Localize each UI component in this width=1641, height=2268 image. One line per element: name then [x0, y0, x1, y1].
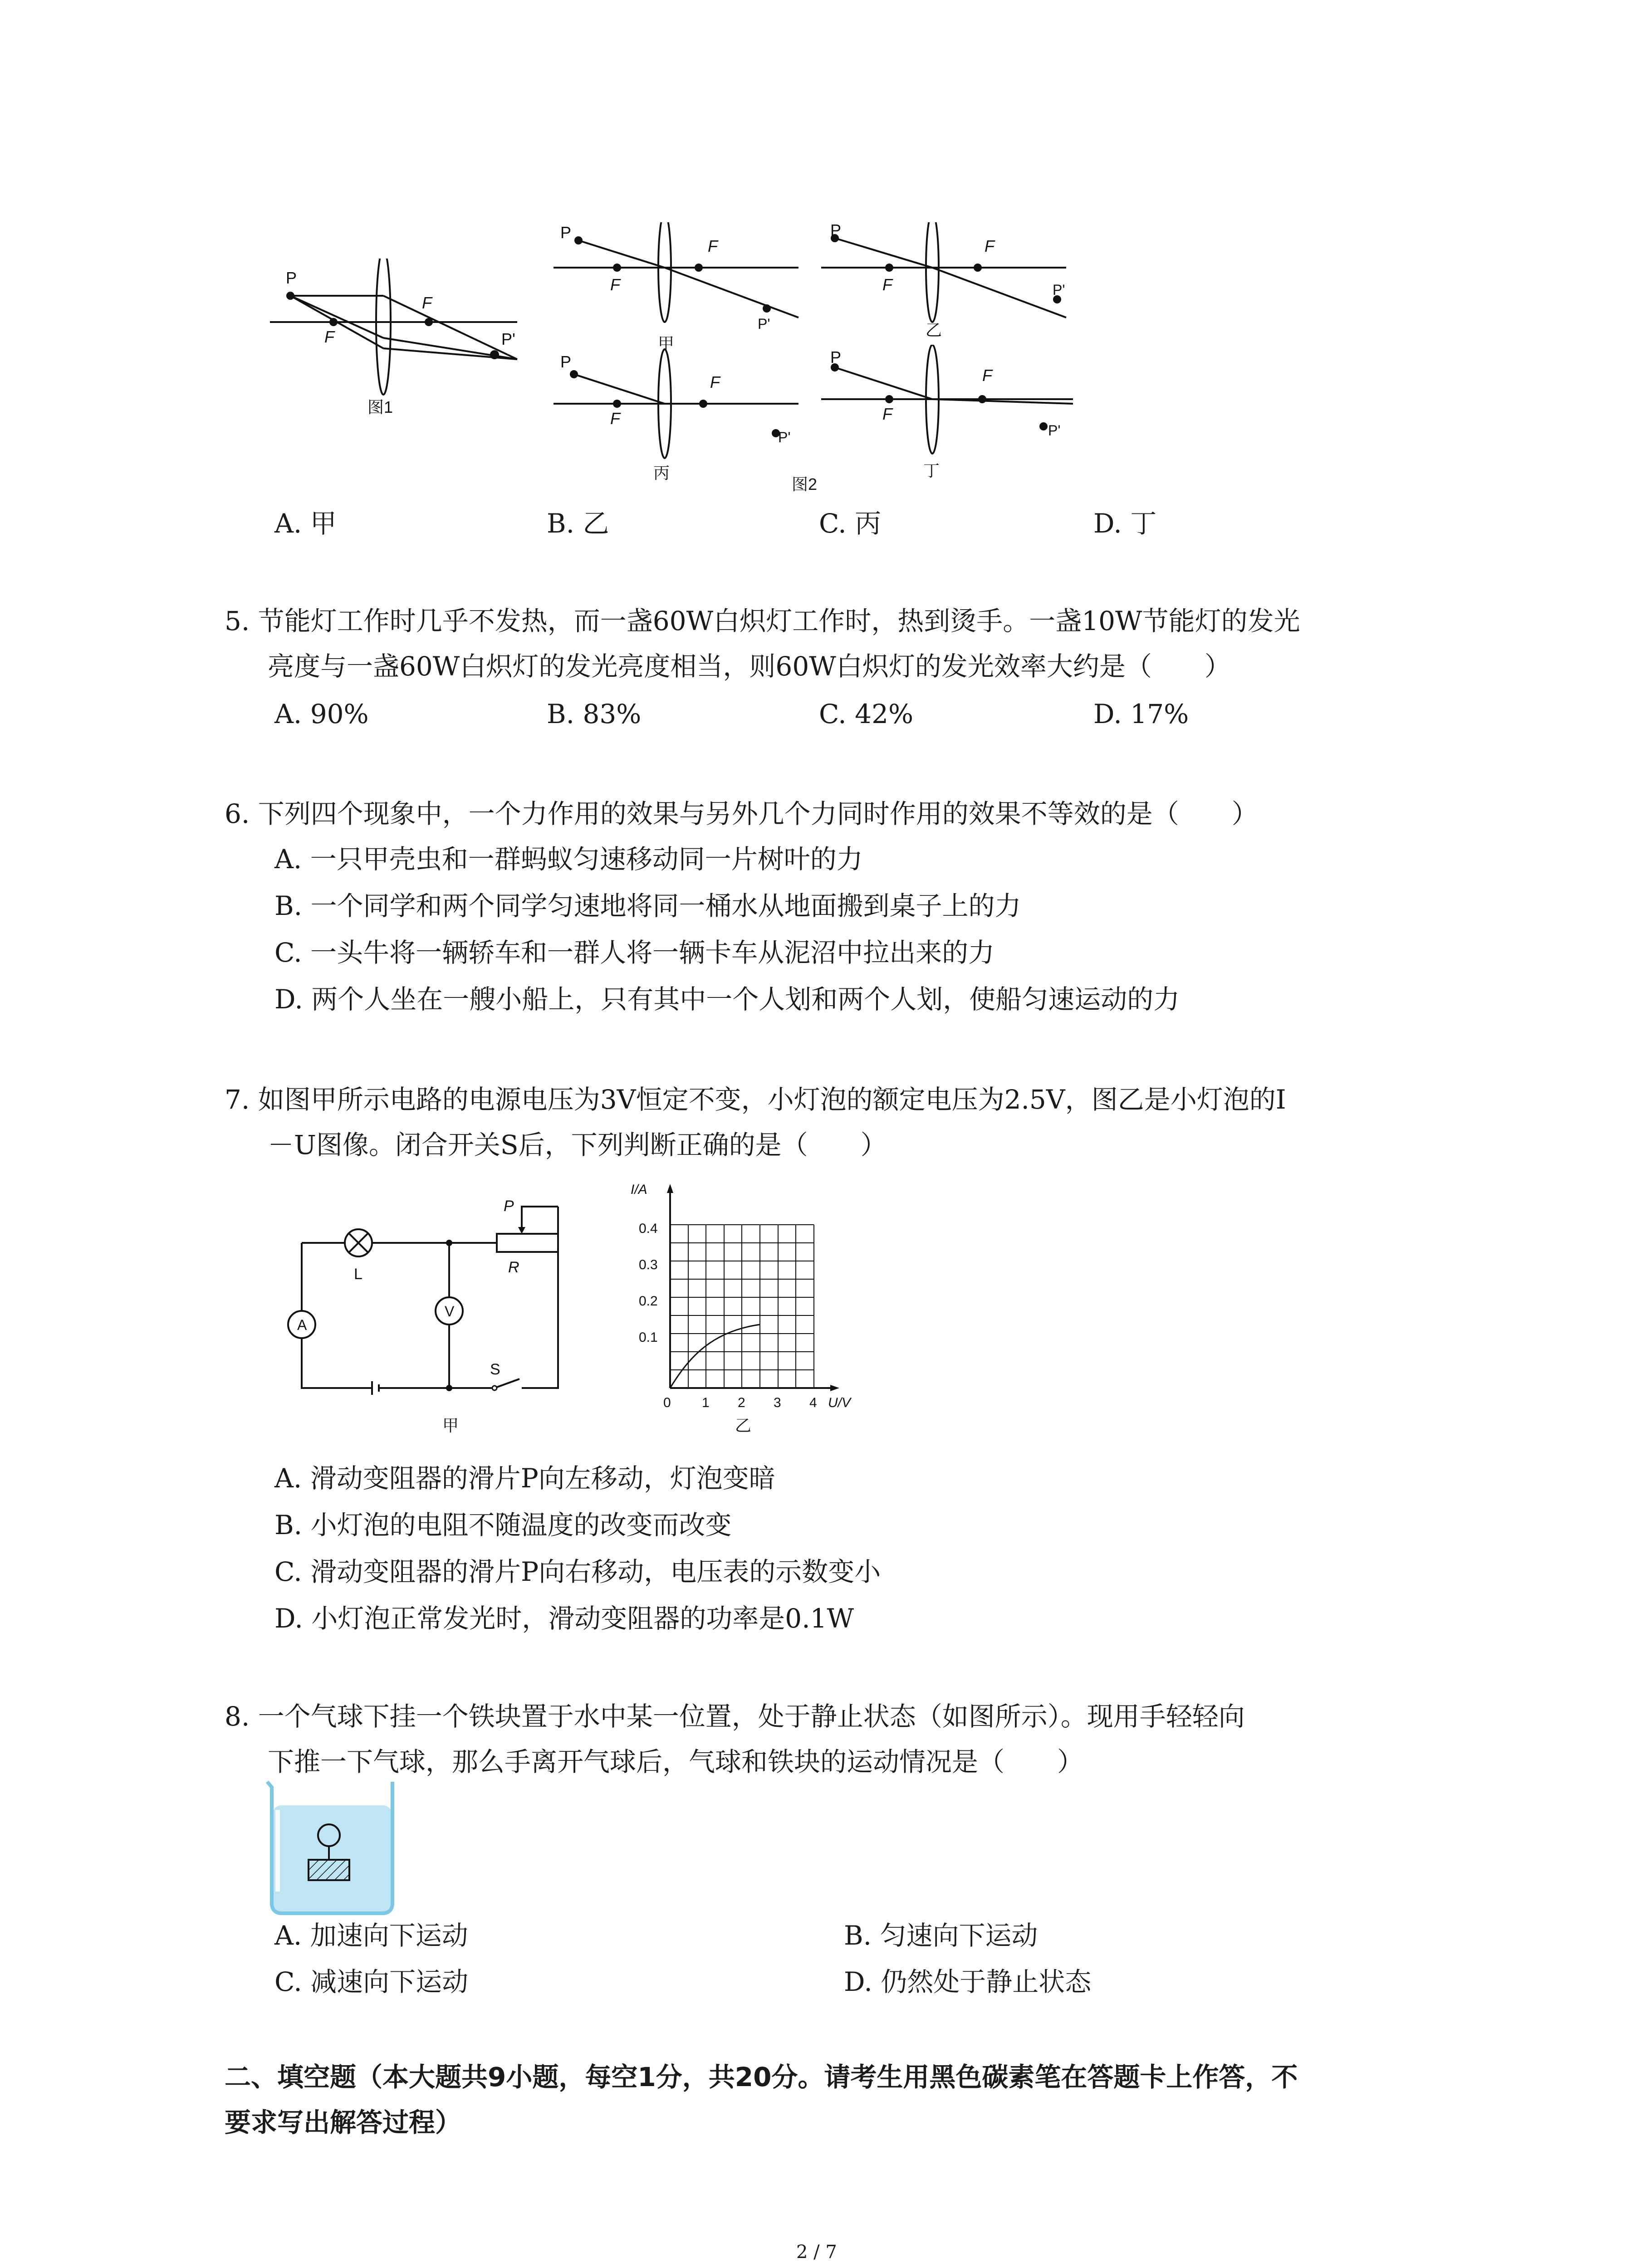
q4-option-b[interactable]: B. 乙	[547, 508, 609, 539]
q8-stem-line2: 下推一下气球，那么手离开气球后，气球和铁块的运动情况是（ ）	[268, 1746, 1084, 1777]
q7-option-b[interactable]: B. 小灯泡的电阻不随温度的改变而改变	[274, 1510, 732, 1540]
section2-heading-line1: 二、填空题（本大题共9小题，每空1分，共20分。请考生用黑色碳素笔在答题卡上作答，不	[225, 2062, 1298, 2092]
svg-text:F: F	[882, 405, 892, 423]
fig1-label-p-prime: P'	[501, 330, 515, 348]
q8-stem-line1: 8. 一个气球下挂一个铁块置于水中某一位置，处于静止状态（如图所示）。现用手轻轻向	[225, 1701, 1245, 1732]
q7-stem-line1: 7. 如图甲所示电路的电源电压为3V恒定不变，小灯泡的额定电压为2.5V，图乙是小灯泡的I	[225, 1084, 1286, 1115]
svg-text:P: P	[560, 352, 572, 371]
fig2-caption-jia: 甲	[658, 334, 675, 353]
q4-figure-2-yi	[821, 222, 1075, 354]
xtick-2: 2	[738, 1395, 745, 1410]
q5-stem-line1: 5. 节能灯工作时几乎不发热，而一盏60W白炽灯工作时，热到烫手。一盏10W节能灯的发光	[225, 606, 1300, 636]
switch-label: S	[490, 1361, 500, 1378]
voltmeter-label: V	[445, 1303, 455, 1320]
svg-text:P: P	[560, 223, 572, 242]
graph-ylabel: I/A	[631, 1182, 647, 1197]
fig2-caption: 图2	[792, 475, 818, 494]
graph-caption: 乙	[735, 1416, 752, 1435]
ytick-0.1: 0.1	[639, 1330, 658, 1345]
section2-heading-line2: 要求写出解答过程）	[225, 2107, 462, 2138]
xtick-1: 1	[702, 1395, 710, 1410]
svg-text:P': P'	[778, 429, 791, 445]
q5-stem-line2: 亮度与一盏60W白炽灯的发光亮度相当，则60W白炽灯的发光效率大约是（ ）	[268, 651, 1231, 682]
q7-circuit-diagram	[268, 1188, 576, 1447]
q7-option-d[interactable]: D. 小灯泡正常发光时，滑动变阻器的功率是0.1W	[274, 1603, 854, 1634]
q5-option-a[interactable]: A. 90%	[274, 699, 369, 729]
q8-beaker-figure	[265, 1778, 402, 1919]
svg-text:F: F	[985, 237, 994, 255]
q8-option-c[interactable]: C. 减速向下运动	[274, 1966, 469, 1997]
svg-text:P: P	[830, 348, 842, 367]
q5-option-b[interactable]: B. 83%	[547, 699, 642, 729]
page-number: 2 / 7	[796, 2242, 837, 2263]
q7-option-a[interactable]: A. 滑动变阻器的滑片P向左移动，灯泡变暗	[274, 1463, 775, 1494]
ytick-0.4: 0.4	[639, 1221, 658, 1236]
svg-text:P': P'	[1053, 282, 1065, 298]
q5-option-c[interactable]: C. 42%	[819, 699, 914, 729]
q6-option-d[interactable]: D. 两个人坐在一艘小船上，只有其中一个人划和两个人划，使船匀速运动的力	[274, 984, 1180, 1015]
svg-text:F: F	[982, 366, 992, 385]
q4-figure-2-ding	[821, 345, 1075, 481]
q6-option-b[interactable]: B. 一个同学和两个同学匀速地将同一桶水从地面搬到桌子上的力	[274, 890, 1021, 921]
q4-figure-1	[263, 259, 535, 422]
svg-text:F: F	[610, 409, 620, 428]
q4-option-a[interactable]: A. 甲	[274, 508, 337, 539]
q6-stem: 6. 下列四个现象中，一个力作用的效果与另外几个力同时作用的效果不等效的是（ ）	[225, 798, 1258, 829]
xtick-3: 3	[774, 1395, 781, 1410]
rheostat-label: R	[508, 1259, 519, 1276]
fig2-caption-bing: 丙	[653, 464, 670, 481]
fig1-label-f-right: F	[422, 293, 432, 312]
q8-option-b[interactable]: B. 匀速向下运动	[844, 1920, 1038, 1951]
q7-iu-graph	[622, 1175, 876, 1447]
svg-text:F: F	[710, 373, 720, 391]
ytick-0.3: 0.3	[639, 1257, 658, 1272]
q6-option-c[interactable]: C. 一头牛将一辆轿车和一群人将一辆卡车从泥沼中拉出来的力	[274, 937, 995, 968]
svg-text:F: F	[610, 275, 620, 294]
svg-text:F: F	[708, 237, 718, 255]
fig1-caption: 图1	[367, 398, 393, 416]
circuit-caption: 甲	[442, 1416, 459, 1435]
fig1-label-p: P	[286, 269, 297, 287]
svg-text:P': P'	[758, 316, 770, 332]
fig2-caption-ding: 丁	[923, 461, 940, 480]
lamp-label: L	[354, 1266, 362, 1283]
q7-option-c[interactable]: C. 滑动变阻器的滑片P向右移动，电压表的示数变小	[274, 1556, 881, 1587]
q6-option-a[interactable]: A. 一只甲壳虫和一群蚂蚁匀速移动同一片树叶的力	[274, 844, 863, 875]
q4-figure-2-bing	[554, 345, 808, 481]
ammeter-label: A	[297, 1317, 307, 1333]
xtick-4: 4	[809, 1395, 817, 1410]
graph-xlabel: U/V	[828, 1395, 851, 1410]
ytick-0.2: 0.2	[639, 1294, 658, 1309]
slider-label: P	[504, 1198, 514, 1215]
svg-text:P': P'	[1048, 422, 1061, 439]
q8-option-d[interactable]: D. 仍然处于静止状态	[844, 1966, 1092, 1997]
xtick-0: 0	[663, 1395, 671, 1410]
fig2-caption-yi: 乙	[926, 321, 942, 339]
q4-option-d[interactable]: D. 丁	[1093, 508, 1157, 539]
svg-text:F: F	[882, 275, 892, 294]
svg-text:P: P	[830, 222, 842, 240]
graph-grid	[670, 1225, 814, 1388]
q5-option-d[interactable]: D. 17%	[1093, 699, 1189, 729]
q7-stem-line2: －U图像。闭合开关S后，下列判断正确的是（ ）	[268, 1129, 887, 1160]
q4-option-c[interactable]: C. 丙	[819, 508, 882, 539]
q4-figure-2-jia	[554, 222, 808, 354]
q8-option-a[interactable]: A. 加速向下运动	[274, 1920, 468, 1951]
iron-block	[309, 1860, 349, 1880]
fig1-label-f-left: F	[324, 327, 334, 346]
